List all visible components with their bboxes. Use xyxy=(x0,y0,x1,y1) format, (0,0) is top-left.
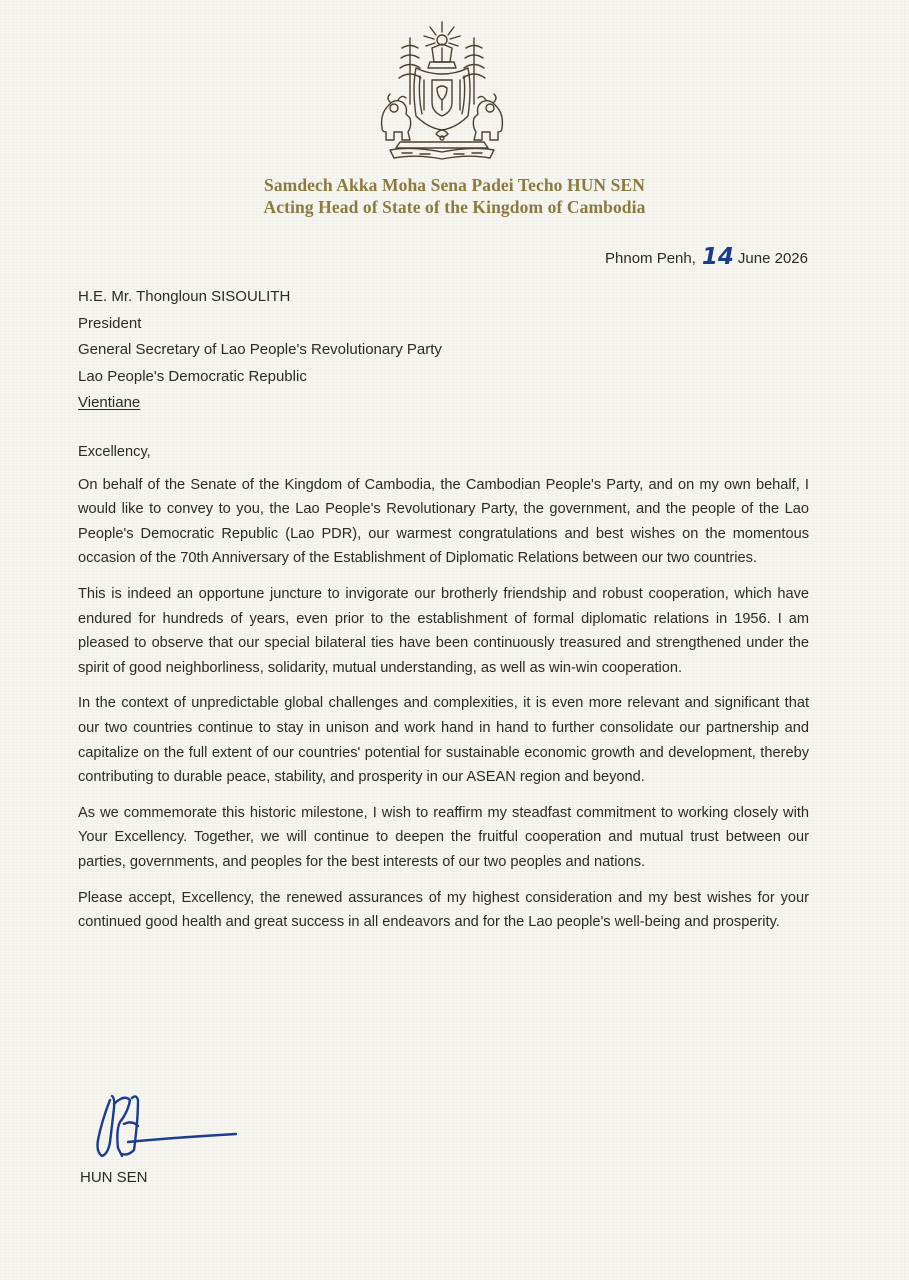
body-paragraph: Please accept, Excellency, the renewed assurances of my highest consideration and my best wishes for your continued good health and great success in all endeavors and for the Lao people's well-being and prosperity. xyxy=(78,889,809,931)
date-line xyxy=(605,244,808,272)
body-paragraph: On behalf of the Senate of the Kingdom of Cambodia, the Cambodian People's Party, and on my own behalf, I would like to convey to you, the Lao People's Revolutionary Party, the government, and the people of the Lao People's Democratic Republic (Lao PDR), our warmest congratulations and best wishes on the momentous occasion of the 70th Anniversary of the Establishment of Diplomatic Relations between our two countries. xyxy=(78,476,809,567)
date-place: Phnom Penh, xyxy=(605,250,696,267)
recipient-country: Lao People's Democratic Republic xyxy=(78,367,307,385)
recipient-name: H.E. Mr. Thongloun SISOULITH xyxy=(78,288,291,305)
body-paragraph: This is indeed an opportune juncture to invigorate our brotherly friendship and robust cooperation, which have endured for hundreds of years, even prior to the establishment of formal diplomatic relations in 1956. I am pleased to observe that our special bilateral ties have been continuously treasured and strengthened under the spirit of good neighborliness, solidarity, mutual understanding, as well as win-win cooperation. xyxy=(78,585,809,676)
handwritten-signature-icon xyxy=(88,1090,248,1165)
royal-coat-of-arms-icon xyxy=(372,18,512,160)
salutation: Excellency, xyxy=(78,444,151,460)
recipient-party-title: General Secretary of Lao People's Revolutionary Party xyxy=(78,341,442,358)
body-paragraph: In the context of unpredictable global challenges and complexities, it is even more relevant and significant that our two countries continue to stay in unison and work hand in hand to further consolidate our partnership and capitalize on the full extent of our countries' potential for sustainable economic growth and development, thereby contributing to durable peace, stability, and prosperity in our ASEAN region and beyond. xyxy=(78,695,809,786)
letterhead xyxy=(0,174,909,218)
handwritten-day: 14 xyxy=(701,244,734,270)
letter-body xyxy=(78,440,809,946)
date-month-year: June 2026 xyxy=(737,250,808,267)
recipient-address xyxy=(78,284,442,417)
recipient-city: Vientiane xyxy=(78,394,141,411)
recipient-title: President xyxy=(78,314,142,332)
letterhead-title: Acting Head of State of the Kingdom of Cambodia xyxy=(263,197,646,217)
letterhead-name: Samdech Akka Moha Sena Padei Techo HUN SEN xyxy=(263,175,645,195)
body-paragraph: As we commemorate this historic milestone, I wish to reaffirm my steadfast commitment to working closely with Your Excellency. Together, we will continue to deepen the fruitful cooperation and mutual trust between our parties, governments, and peoples for the best interests of our two peoples and nations. xyxy=(78,804,809,870)
signer-name: HUN SEN xyxy=(80,1169,148,1186)
